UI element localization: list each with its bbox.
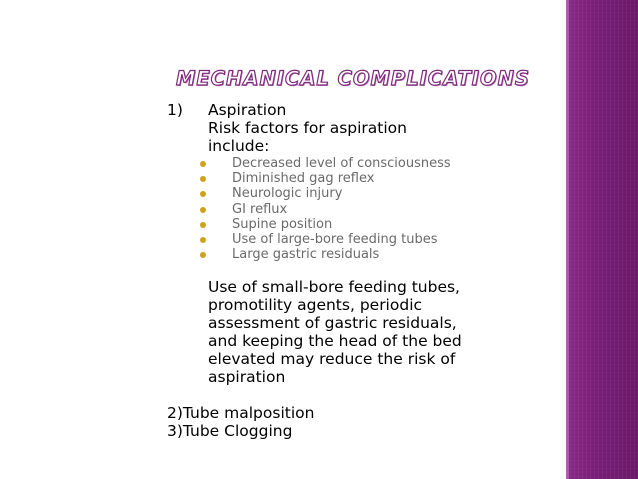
list-item-text: Diminished gag reflex: [232, 171, 375, 187]
item-tube-clogging: 3)Tube Clogging: [167, 422, 293, 441]
list-item-text: GI reflux: [232, 201, 288, 217]
note-line: promotility agents, periodic: [208, 296, 423, 315]
bullet-icon: [200, 207, 206, 213]
note-line: and keeping the head of the bed: [208, 332, 462, 351]
risk-factor-list: [208, 156, 557, 262]
bullet-icon: [200, 252, 206, 258]
list-item: [208, 171, 557, 186]
numbered-item-aspiration: [167, 101, 557, 386]
bullet-icon: [200, 191, 206, 197]
list-item: [208, 202, 557, 217]
spacer: [208, 262, 557, 278]
item-number: 1): [167, 101, 183, 119]
list-item: [208, 186, 557, 201]
decorative-side-bar: [566, 0, 638, 479]
list-item: [208, 247, 557, 262]
item-tube-malposition: 2)Tube malposition: [167, 404, 315, 423]
list-item-text: Decreased level of consciousness: [232, 156, 451, 171]
bullet-icon: [200, 161, 206, 167]
item-heading: Aspiration: [208, 101, 287, 119]
bullet-icon: [200, 237, 206, 243]
list-item-text: Large gastric residuals: [232, 247, 380, 263]
note-line: assessment of gastric residuals,: [208, 314, 457, 333]
list-item: [208, 232, 557, 247]
list-item: [208, 156, 557, 171]
note-line: aspiration: [208, 368, 286, 387]
list-item-text: Neurologic injury: [232, 186, 343, 202]
slide-title: MECHANICAL COMPLICATIONS: [176, 67, 530, 90]
list-item-text: Supine position: [232, 216, 333, 232]
note-line: Use of small-bore feeding tubes,: [208, 278, 460, 297]
intro-line: include:: [208, 137, 270, 155]
slide-body: [167, 101, 557, 440]
note-line: elevated may reduce the risk of: [208, 350, 456, 369]
list-item-text: Use of large-bore feeding tubes: [232, 232, 438, 248]
spacer: [167, 386, 557, 404]
bullet-icon: [200, 222, 206, 228]
intro-line: Risk factors for aspiration: [208, 119, 407, 137]
list-item: [208, 217, 557, 232]
bullet-icon: [200, 176, 206, 182]
